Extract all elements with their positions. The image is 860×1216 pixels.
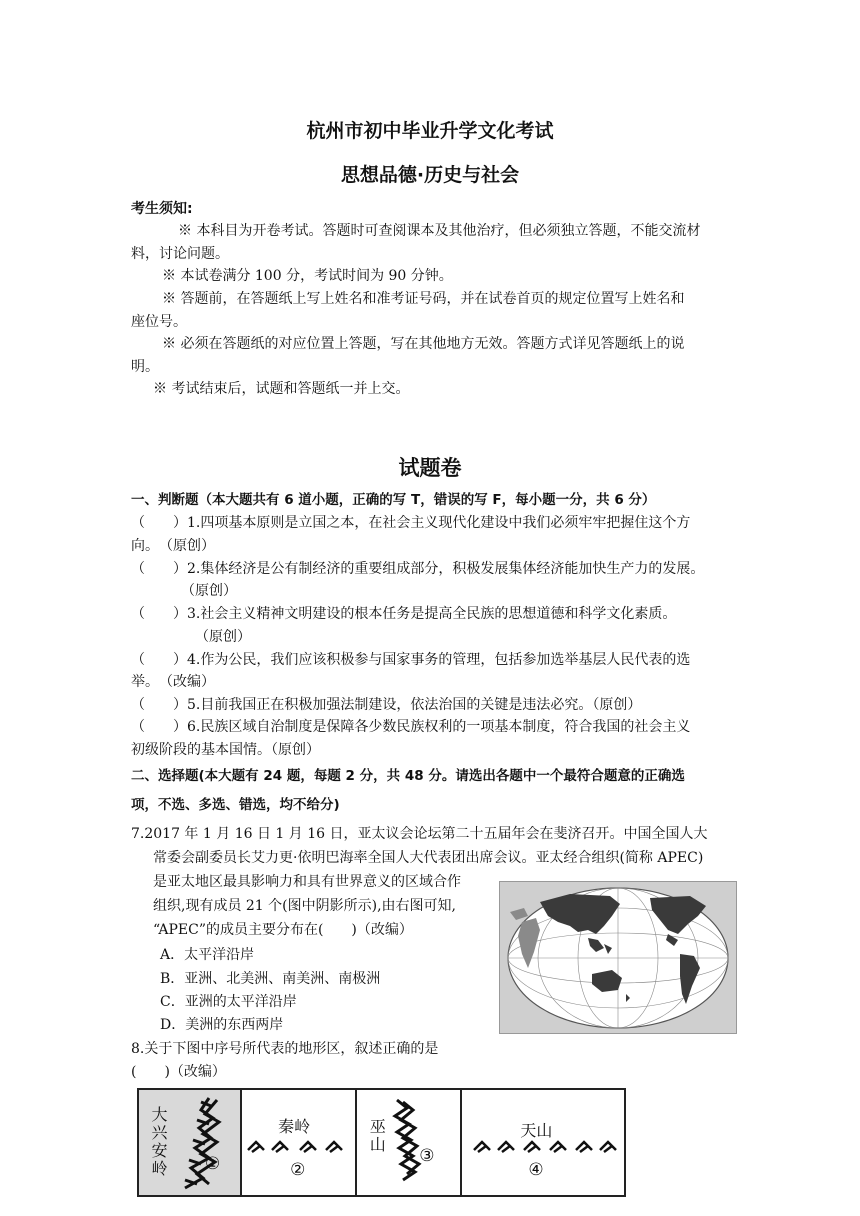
terrain-number: ④	[528, 1160, 544, 1180]
q7-text: 组织,现有成员 21 个(图中阴影所示),由右图可知,	[153, 898, 456, 914]
q7-text: 是亚太地区最具影响力和具有世界意义的区域合作	[153, 874, 461, 890]
part2-heading: 项，不选、多选、错选，均不给分)	[131, 797, 340, 813]
q7-text: “APEC”的成员主要分布在( )（改编）	[153, 922, 413, 938]
terrain-label: 秦岭	[278, 1117, 311, 1136]
terrain-cell-3	[357, 1090, 462, 1195]
terrain-figure	[137, 1088, 626, 1197]
q7-option-a: A．太平洋沿岸	[160, 947, 255, 963]
section-title: 试题卷	[398, 456, 462, 480]
judge-item: （ ）1.四项基本原则是立国之本，在社会主义现代化建设中我们必须牢牢把握住这个方	[131, 515, 691, 531]
terrain-label: 天山	[520, 1121, 553, 1140]
judge-item: （原创）	[181, 583, 237, 599]
q7-option-b: B．亚洲、北美洲、南美洲、南极洲	[160, 971, 381, 987]
judge-item: （ ）5.目前我国正在积极加强法制建设，依法治国的关键是违法必究。（原创）	[131, 697, 642, 713]
judge-item: 向。 （原创）	[131, 538, 215, 554]
q7-text: 常委会副委员长艾力更·依明巴海率全国人大代表团出席会议。亚太经合组织(简称 APEC)	[153, 850, 704, 866]
q8-text: ( )（改编）	[131, 1064, 226, 1080]
part1-heading: 一、判断题（本大题共有 6 道小题，正确的写 T，错误的写 F，每小题一分，共 6 分）	[131, 492, 656, 508]
notice-line: 料，讨论问题。	[131, 246, 229, 262]
terrain-label: 大兴安岭	[149, 1106, 168, 1178]
mountain-range-icon	[242, 1136, 358, 1156]
exam-title: 杭州市初中毕业升学文化考试	[306, 120, 554, 142]
judge-item: （ ）4.作为公民，我们应该积极参与国家事务的管理，包括参加选举基层人民代表的选	[131, 652, 691, 668]
q8-text: 8.关于下图中序号所代表的地形区，叙述正确的是	[131, 1041, 439, 1057]
notice-line: ※ 本科目为开卷考试。答题时可查阅课本及其他治疗，但必须独立答题，不能交流材	[178, 223, 701, 239]
terrain-cell-1	[139, 1090, 242, 1195]
notice-line: ※ 本试卷满分 100 分，考试时间为 90 分钟。	[162, 268, 453, 284]
part2-heading: 二、选择题(本大题有 24 题，每题 2 分，共 48 分。请选出各题中一个最符合题意的正确选	[131, 768, 685, 784]
notice-line: 明。	[131, 359, 159, 375]
terrain-number: ②	[290, 1160, 306, 1180]
judge-item: 举。 （改编）	[131, 674, 215, 690]
mountain-range-icon	[462, 1136, 625, 1156]
notice-line: ※ 答题前，在答题纸上写上姓名和准考证号码，并在试卷首页的规定位置写上姓名和	[162, 291, 685, 307]
exam-subtitle: 思想品德·历史与社会	[340, 164, 520, 186]
globe-map-icon	[500, 882, 736, 1033]
notice-line: ※ 必须在答题纸的对应位置上答题，写在其他地方无效。答题方式详见答题纸上的说	[162, 336, 685, 352]
judge-item: （ ）2.集体经济是公有制经济的重要组成部分，积极发展集体经济能加快生产力的发展。	[131, 561, 705, 577]
terrain-cell-4	[462, 1090, 624, 1195]
q7-option-c: C．亚洲的太平洋沿岸	[160, 994, 297, 1010]
notice-line: 座位号。	[131, 314, 187, 330]
apec-globe-figure	[499, 881, 737, 1034]
terrain-number: ③	[419, 1146, 435, 1166]
terrain-label: 巫山	[367, 1118, 387, 1154]
terrain-number: ①	[205, 1154, 221, 1174]
judge-item: 初级阶段的基本国情。（原创）	[131, 742, 320, 758]
q7-text: 7.2017 年 1 月 16 日 1 月 16 日，亚太议会论坛第二十五届年会在斐济召开。中国全国人大	[131, 826, 708, 842]
judge-item: （原创）	[195, 629, 251, 645]
judge-item: （ ）3.社会主义精神文明建设的根本任务是提高全民族的思想道德和科学文化素质。	[131, 606, 677, 622]
q7-option-d: D．美洲的东西两岸	[160, 1017, 284, 1033]
judge-item: （ ）6.民族区域自治制度是保障各少数民族权利的一项基本制度，符合我国的社会主义	[131, 719, 691, 735]
notice-line: ※ 考试结束后，试题和答题纸一并上交。	[153, 381, 410, 397]
terrain-cell-2	[242, 1090, 357, 1195]
notice-heading: 考生须知:	[131, 201, 193, 217]
